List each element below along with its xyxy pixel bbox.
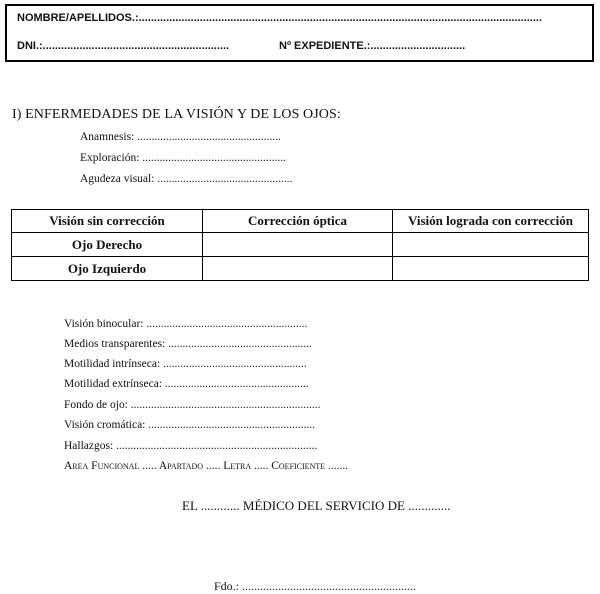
patient-header-box (5, 4, 594, 62)
expediente-field: Nº EXPEDIENTE.:............................... (279, 40, 466, 52)
signature-line: Fdo.: .......................................................... (214, 579, 417, 593)
motilidad-intrinseca-field: Motilidad intrínseca: .................................................. (64, 358, 307, 370)
table-header-row (12, 210, 589, 233)
table-row (12, 257, 589, 281)
anamnesis-field: Anamnesis: .................................................. (80, 131, 281, 143)
cell-empty (393, 233, 589, 257)
row-ojo-derecho: Ojo Derecho (12, 233, 203, 257)
nombre-apellidos-field: NOMBRE/APELLIDOS.:.................................................................................................................................... (17, 12, 543, 24)
table-row (12, 233, 589, 257)
fondo-de-ojo-field: Fondo de ojo: .................................................................. (64, 399, 321, 411)
dni-field: DNI.:............................................................. (17, 40, 230, 52)
motilidad-extrinseca-field: Motilidad extrínseca: .................................................. (64, 378, 309, 390)
col-vision-sin-correccion: Visión sin corrección (12, 210, 203, 233)
medico-servicio-line: EL ............ MÉDICO DEL SERVICIO DE ............. (182, 498, 451, 513)
hallazgos-field: Hallazgos: ...................................................................... (64, 440, 318, 452)
vision-binocular-field: Visión binocular: ........................................................ (64, 318, 308, 330)
cell-empty (203, 257, 393, 281)
medios-transparentes-field: Medios transparentes: .................................................. (64, 338, 312, 350)
vision-table (11, 209, 589, 281)
col-correccion-optica: Corrección óptica (203, 210, 393, 233)
row-ojo-izquierdo: Ojo Izquierdo (12, 257, 203, 281)
area-funcional-line: Area Funcional ..... Apartado ..... Letra ..... Coeficiente ....... (64, 460, 349, 472)
cell-empty (203, 233, 393, 257)
exploracion-field: Exploración: .................................................. (80, 152, 287, 164)
section-title: I) ENFERMEDADES DE LA VISIÓN Y DE LOS OJOS: (12, 107, 341, 122)
vision-cromatica-field: Visión cromática: .......................................................... (64, 419, 316, 431)
col-vision-lograda: Visión lograda con corrección (393, 210, 589, 233)
cell-empty (393, 257, 589, 281)
agudeza-visual-field: Agudeza visual: ............................................... (80, 173, 293, 185)
